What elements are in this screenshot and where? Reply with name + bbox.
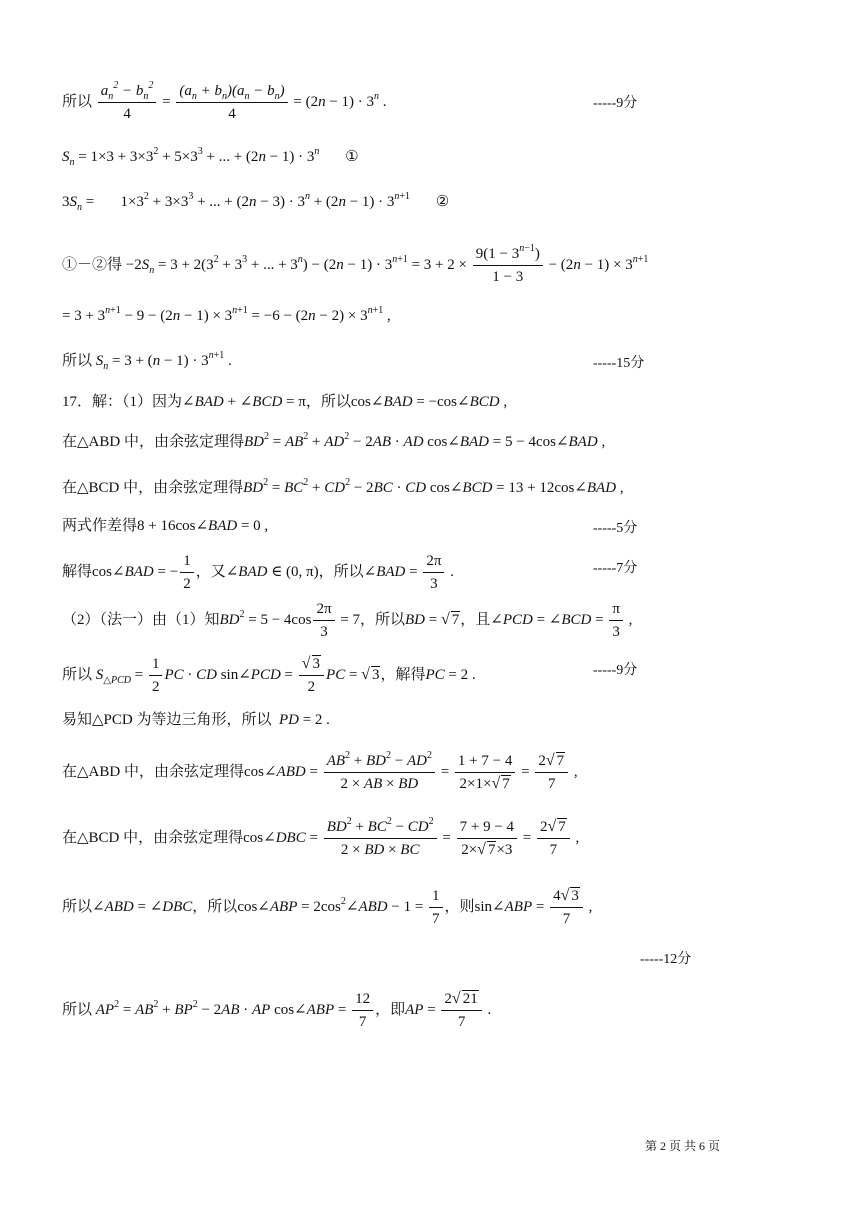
line-simplify: = $3 + 3^{n+1} - 9 - (2n - 1) \times 3^{n+1} = -6 - (2n - 2) \times 3^{n+1}$ ,	[62, 305, 391, 324]
line-an-bn: 所以 $\frac{a_n^2 - b_n^2}{4}$ = $\frac{(a_n + b_n)(a_n - b_n)}{4}$ = $(2n - 1) \cdot 3^n$ .	[62, 80, 387, 122]
page-footer: 第 2 页 共 6 页	[645, 1139, 721, 1153]
line-cos-bad: 解得cos∠BAD = − $\frac{1}{2}$ ，又∠BAD ∈ (0, π)，所以∠BAD = $\frac{2\pi}{3}$ .	[62, 553, 454, 592]
line-area: 所以 $S_{\triangle PCD}$ = $\frac{1}{2}$ PC · CD sin∠PCD = $\frac{√ 3}{2}$ PC = √ 3，解得PC = 2 .	[62, 655, 476, 695]
score-5: -----5分	[593, 521, 638, 536]
line-ap: 所以 $AP^2 = AB^2 + BP^2 - 2AB$ · AP cos∠ABP = $\frac{12}{7}$ ，即AP = $\frac{2√ 21}{7}$ .	[62, 990, 492, 1030]
line-difference: 两式作差得8 + 16cos∠BAD = 0 ,	[62, 518, 269, 534]
line-sn: $S_n = 1\times 3 + 3\times 3^2 + 5\times 3^3$ + ... + $(2n - 1) \cdot 3^n$ ①	[62, 146, 359, 168]
line-cos-dbc: 在△BCD 中，由余弦定理得cos∠DBC = $\frac{BD^2 + BC^2 - CD^2}{2 \times BD \times BC}$ = $\frac{7 + 9 - 4}{2\times√ 7\times 3}$ = $\frac{2√ 7}{7}$ ,	[62, 816, 580, 858]
line-part2: （2）（法一）由（1）知$BD^2 = 5 - 4\cos$ $\frac{2\pi}{3}$ = 7，所以BD = √ 7，且∠PCD = ∠BCD = $\frac{\pi}{3}$ ,	[62, 601, 633, 640]
line-bcd-cosine: 在△BCD 中，由余弦定理得$BD^2 = BC^2 + CD^2 - 2BC$ · CD cos∠BCD = 13 + 12cos∠BAD ,	[62, 477, 624, 496]
line-sn-result: 所以 $S_n = 3 + (n - 1) \cdot 3^{n+1}$ .	[62, 350, 232, 372]
score-15: -----15分	[593, 356, 645, 371]
line-q17-intro: 17．解：（1）因为∠BAD + ∠BCD = π，所以cos∠BAD = −cos∠BCD ,	[62, 394, 508, 410]
line-subtract-series: ①－②得 $-2S_n = 3 + 2(3^2 + 3^3$ + ... + $3^n) - (2n - 1) \cdot 3^{n+1} = 3 + 2$ × $\frac{9(1 - 3^{n-1})}{1 - 3}$ − $(2n - 1) \times 3^{n+1}$	[62, 243, 649, 285]
score-9-b: -----9分	[593, 663, 638, 678]
line-cos-abd: 在△ABD 中，由余弦定理得cos∠ABD = $\frac{AB^2 + BD^2 - AD^2}{2 \times AB \times BD}$ = $\frac{1 + 7 - 4}{2\times 1\times√ 7}$ = $\frac{2√ 7}{7}$ ,	[62, 750, 578, 792]
line-angles: 所以∠ABD = ∠DBC，所以cos∠ABP = $2\cos^2\angle ABD - 1$ = $\frac{1}{7}$ ，则sin∠ABP = $\frac{4√ 3}{7}$ ,	[62, 887, 593, 927]
score-12: -----12分	[640, 952, 692, 967]
line-equilateral: 易知△PCD 为等边三角形，所以 PD = 2 .	[62, 712, 330, 728]
score-9-a: -----9分	[593, 96, 638, 111]
line-abd-cosine: 在△ABD 中，由余弦定理得$BD^2 = AB^2 + AD^2 - 2AB$ · AD cos∠BAD = 5 − 4cos∠BAD ,	[62, 431, 606, 450]
line-3sn: $3S_n$ = $1\times 3^2 + 3\times 3^3$ + ... + $(2n - 3) \cdot 3^n + (2n - 1) \cdot 3^{n+1}$ ②	[62, 191, 450, 213]
score-7: -----7分	[593, 561, 638, 576]
